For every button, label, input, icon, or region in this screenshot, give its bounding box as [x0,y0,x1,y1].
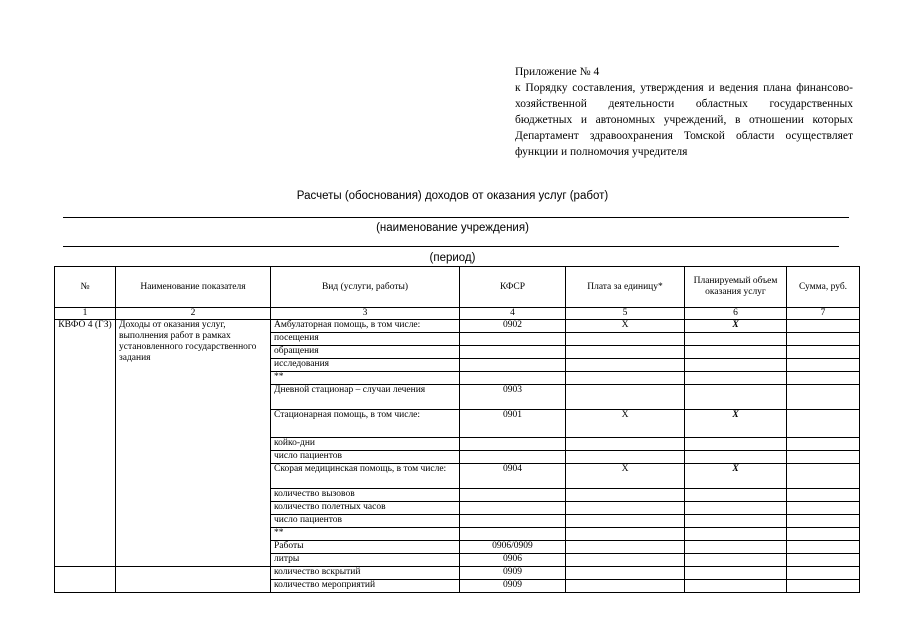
column-header: Плата за единицу* [566,267,685,308]
volume-cell [685,385,787,410]
period-caption: (период) [429,252,476,264]
empty-cell [55,580,116,593]
sum-cell [787,320,860,333]
price-cell [566,554,685,567]
column-number: 3 [271,308,460,320]
sum-cell [787,541,860,554]
column-number: 4 [460,308,566,320]
kfsr-cell [460,333,566,346]
kfsr-cell [460,502,566,515]
service-cell: обращения [271,346,460,359]
sum-cell [787,385,860,410]
institution-line [63,217,849,218]
volume-cell [685,567,787,580]
kfsr-cell: 0909 [460,580,566,593]
sum-cell [787,372,860,385]
volume-cell [685,528,787,541]
price-cell [566,541,685,554]
appendix-block [515,64,853,160]
service-cell: Стационарная помощь, в том числе: [271,410,460,438]
kfsr-cell [460,489,566,502]
document-title: Расчеты (обоснования) доходов от оказания услуг (работ) [296,190,609,202]
service-cell: Амбулаторная помощь, в том числе: [271,320,460,333]
volume-cell [685,554,787,567]
volume-cell: X [685,410,787,438]
column-number: 2 [116,308,271,320]
column-number: 5 [566,308,685,320]
kfsr-cell: 0904 [460,464,566,489]
sum-cell [787,554,860,567]
service-cell: количество вызовов [271,489,460,502]
sum-cell [787,464,860,489]
volume-cell [685,346,787,359]
volume-cell [685,451,787,464]
kfsr-cell: 0901 [460,410,566,438]
service-cell: ** [271,372,460,385]
service-cell: Работы [271,541,460,554]
price-cell [566,580,685,593]
price-cell [566,385,685,410]
sum-cell [787,438,860,451]
table-row [55,580,860,593]
column-number: 6 [685,308,787,320]
service-cell: количество мероприятий [271,580,460,593]
income-table [54,266,860,593]
volume-cell [685,372,787,385]
column-header: Планируемый объем оказания услуг [685,267,787,308]
kfsr-cell: 0902 [460,320,566,333]
empty-cell [116,580,271,593]
column-header: Вид (услуги, работы) [271,267,460,308]
volume-cell [685,359,787,372]
kfsr-cell [460,372,566,385]
volume-cell [685,515,787,528]
service-cell: число пациентов [271,451,460,464]
service-cell: посещения [271,333,460,346]
price-cell [566,451,685,464]
sum-cell [787,515,860,528]
service-cell: Скорая медицинская помощь, в том числе: [271,464,460,489]
sum-cell [787,580,860,593]
service-cell: койко-дни [271,438,460,451]
indicator-cell: Доходы от оказания услуг, выполнения работ в рамках установленного государственного задания [116,320,271,567]
price-cell: X [566,410,685,438]
price-cell [566,489,685,502]
volume-cell: X [685,320,787,333]
service-cell: количество полетных часов [271,502,460,515]
price-cell: X [566,320,685,333]
column-header: Сумма, руб. [787,267,860,308]
kfsr-cell [460,528,566,541]
sum-cell [787,346,860,359]
price-cell [566,333,685,346]
appendix-text: к Порядку составления, утверждения и ведения плана финансово-хозяйственной деятельности областных государственных бюджетных и автономных учреждений, в отношении которых Департамент здравоохранения Томской области осуществляет функции и полномочия учредителя [515,82,853,158]
volume-cell [685,333,787,346]
sum-cell [787,410,860,438]
service-cell: исследования [271,359,460,372]
service-cell: литры [271,554,460,567]
kfsr-cell [460,346,566,359]
appendix-title: Приложение № 4 [515,66,600,78]
column-number: 1 [55,308,116,320]
sum-cell [787,359,860,372]
volume-cell [685,541,787,554]
column-header: Наименование показателя [116,267,271,308]
price-cell [566,515,685,528]
sum-cell [787,489,860,502]
table-row [55,320,860,333]
kfsr-cell: 0906 [460,554,566,567]
column-number: 7 [787,308,860,320]
sum-cell [787,502,860,515]
institution-caption: (наименование учреждения) [376,222,529,234]
empty-cell [116,567,271,580]
column-header: КФСР [460,267,566,308]
kfsr-cell: 0903 [460,385,566,410]
sum-cell [787,451,860,464]
price-cell [566,502,685,515]
service-cell: количество вскрытий [271,567,460,580]
price-cell [566,346,685,359]
volume-cell [685,502,787,515]
kvfo-cell: КВФО 4 (ГЗ) [55,320,116,567]
kfsr-cell [460,515,566,528]
service-cell: ** [271,528,460,541]
kfsr-cell [460,451,566,464]
column-number-row [55,308,860,320]
price-cell [566,372,685,385]
period-line [63,246,839,247]
service-cell: Дневной стационар – случаи лечения [271,385,460,410]
kfsr-cell [460,438,566,451]
kfsr-cell [460,359,566,372]
column-header: № [55,267,116,308]
volume-cell [685,489,787,502]
sum-cell [787,528,860,541]
empty-cell [55,567,116,580]
price-cell: X [566,464,685,489]
price-cell [566,567,685,580]
table-header-row [55,267,860,308]
sum-cell [787,567,860,580]
price-cell [566,438,685,451]
sum-cell [787,333,860,346]
volume-cell: X [685,464,787,489]
table-row [55,567,860,580]
service-cell: число пациентов [271,515,460,528]
price-cell [566,528,685,541]
volume-cell [685,580,787,593]
kfsr-cell: 0906/0909 [460,541,566,554]
kfsr-cell: 0909 [460,567,566,580]
price-cell [566,359,685,372]
volume-cell [685,438,787,451]
